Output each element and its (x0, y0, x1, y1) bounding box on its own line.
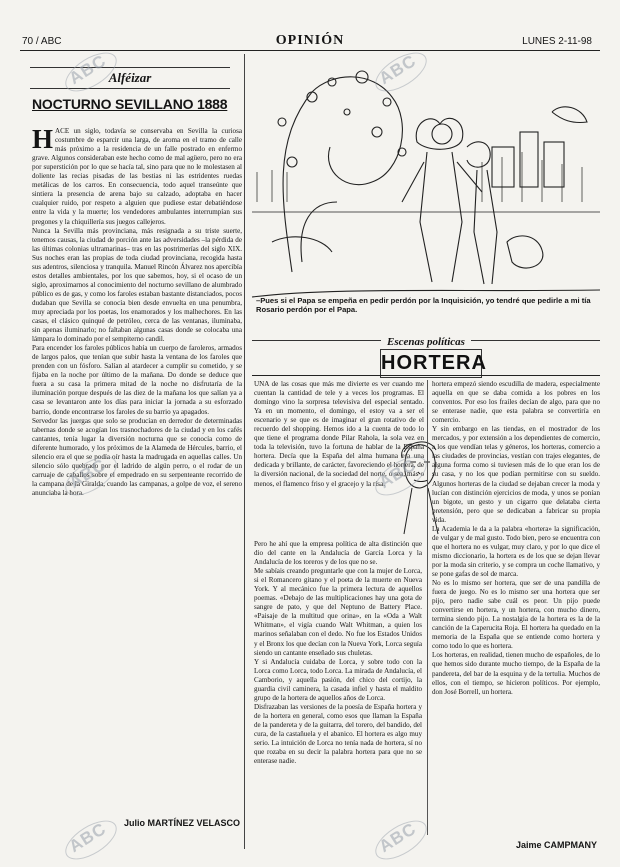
header-rule (20, 50, 600, 51)
hortera-col1-tail: Pero he ahí que la empresa política de alta distinción que dio del cante en la Andalucía de García Lorca y la Andalucía de los toreros y de los que no se. Me sabíais creando preguntarle que con la mujer de Lorca, si el Romancero gitano y el poeta de la muerte en Nueva York. Y al mecánico fue la primera lectura de aquellos poemas. «Debajo de las multiplicaciones hay una gota de sangre de pato, y que del Neptuno de Battery Place. «Paisaje de la multitud que orina», en la «Oda a Walt Whitman», el vigía cuando Walt Whitman, a quien los marinos señalaban con el dedo. No fue los Estados Unidos y el Bronx los que decían con la Nueva York, Lorca seguía siendo un cantante enseñado sus chuletas. Y si Andalucía cuidaba de Lorca, y sobre todo con la Lorca como Lorca, todo Lorca. La mirada de Andalucía, el Camborio, y aquella pasión, del chico del cortijo, la guardia civil caminera, la casada infiel y hasta el maldito grupo de la hortera de aquellos años de Lorca. Disfrazaban las versiones de la poesía de España hortera y de la hortera en general, como esos que llaman la España de la pandereta y de la guitarra, del torero, del bandido, del cura, de la castañuela y el abanico. El hortera es algo muy serio. La intuición de Lorca no tenía nada de hortera, sí no que rozaba en su decir la palabra hortera para que no se enterase nadie. (254, 540, 422, 766)
watermark-logo: ABC (375, 454, 420, 493)
cartoon-caption: –Pues si el Papa se empeña en pedir perdón por la Inquisición, yo tendré que pedirle a mi tía Rosario perdón por el Papa. (256, 296, 591, 314)
watermark-logo: ABC (65, 50, 110, 89)
watermark-logo: ABC (65, 818, 110, 857)
left-article-text: ACE un siglo, todavía se conservaba en Sevilla la curiosa costumbre de esparcir una larga, de aroma en el tramo de calle más próximo a la residencia de un falle postrado en enfermo grave. Algunos consideraban este hecho como de mal agüero, pero no era por superstición por lo que se hacía tal, sino para que no le molestasen al doliente las recias pisadas de las bestias ni las estridentes ruedas metálicas de los carros. En consecuencia, todo aquel transeúnte que sintiera la presencia de arena bajo su calzado, adoptaba en hacer cualquier ruido, por respeto a alguien que pudiese estar debatiéndose entre la vida y la muerte; los vendedores ambulantes interrumpían sus pregones y la chiquillería sus juegos callejeros. Nunca la Sevilla más provinciana, más resignada a su triste suerte, tenemos causas, la ciudad de porción ante las adversidades –la pérdida de las últimas colonias ultramarinas– tras en las postrimerías del siglo XIX. Sus noches eran las propias de toda ciudad provinciana, recogida hasta sus adentros, silenciosa y tranquila. Manuel Rincón Álvarez nos apercibía estos detalles ambientales, por los que sabemos, hoy, si el ocaso de un siglo, aproximarnos al conocimiento del nocturno sevillano de alumbrado público es de gas, y como los faroles estaban bastante distanciados, pocos dudaban que Sevilla se conocía bien desde envuelta en una penumbra, muy apreciada por los poetas, los enamorados y los malhechores. En las casas, el clásico quinqué de petróleo, cerca de las ventanas, iluminaba, sin apenas iluminarlo; no faltaban algunas casas donde se colocaba una lámpara lo dominado por el sempiterno candil. Para encender los faroles públicos había un cuerpo de faroleros, armados de largos palos, que tenían que subir hasta la ventana de los faroles que prenden con un fósforo. Salían al atardecer a cumplir su cometido, y se fijaba en la noche por último de la mañana. Do donde se deduce que fuera a su casa la primera mitad de la noche no disfrutaría de la iluminación porque después de las diez de la mañana los que salían ya a casa se levantaron ante los días para iniciar la jornada a su esforzado barrio, donde encontrarse los faroles de su barrio ya apagados. Servedor las juergas que solo se producían en derredor de determinadas tabernas donde se acogían los trasnochadores de la ciudad y en los cafés cantantes, tenía lugar la diversión nocturna que se conocía como de diferente humorado, y los próximos de la Alameda de Hércules, barrio, el silencio era el que se podía oír hasta la madrugada en aquellas calles. Un silencio sólo quebrado por el ladrido de algún perro, o el rodar de un carruaje de caballos sobre el empedrado en su serpenteante recorrido de la campana de la Giralda, cuando las campanas, a golpe de voz, el sereno anunciaba la hora. (32, 127, 242, 497)
cartoon-illustration (252, 52, 600, 304)
section-title: OPINIÓN (275, 33, 345, 48)
column-divider (244, 54, 245, 849)
drop-cap: H (32, 124, 54, 155)
issue-date: LUNES 2-11-98 (522, 36, 592, 47)
left-signature: Julio MARTÍNEZ VELASCO (124, 818, 241, 828)
hortera-col2: hortera empezó siendo escudilla de madera, especialmente aquella en que se daba comida a los pobres en los conventos. Por eso los frailes decían de algo, para que no se enterase nadie, que esta palabra se convertiría en comercio. Y sin embargo en las tiendas, en el mostrador de los mercados, y por extensión a los dependientes de comercio, a los que vendían telas y géneros, los horteras, comercio a las ciudades de provincias, vestían con trajes elegantes, de alguna forma como si tuviesen más de lo que eran los de su casa, y no los que podían permitirse con su sueldo. Algunos horteras de la ciudad se dejaban crecer la moda y lucían con distinción ejercicios de moda, y unos se ponían un bigote, un gesto y un cigarro que delataba cierta pretensión, pero que se dedicaban a fabricar su propia vida. La Academia le da a la palabra «hortera» la significación, de vulgar y de mal gusto. Todo bien, pero se encuentra con que el hortera no es vulgar, muy claro, y por lo que dice el mismo diccionario, la hortera es de los que se dejan llevar por la moda sin criterio, y se compra un coche llamativo, y se pone gafas de sol de marca. No es lo mismo ser hortera, que ser de una pandilla de fuera de juego. No es lo mismo ser una hortera que ser pijo, pero nadie sabe cuál es peor. Un pijo puede convertirse en hortera, y un hortera, con mucho dinero, termina siendo pijo. La nostalgia de la hortera es la de la canción de la Caperucita Roja. El hortera ha quedado en la memoria de la España que se entiende como hortera y como todo lo que es hortera. Los horteras, en realidad, tienen mucho de españoles, de lo que hemos sido durante mucho tiempo, de la España de la pandereta, del bar de la esquina y de la tertulia. Muchos de ellos, con el tiempo, se hicieron políticos. Por ejemplo, don José Borrell, un hortera. (432, 380, 600, 696)
left-article (20, 55, 242, 855)
cartoon (252, 52, 600, 320)
alfeizar-kicker: Alféizar (30, 67, 230, 89)
escenas-kicker: Escenas políticas (381, 336, 471, 348)
title-rule (252, 375, 600, 376)
hortera-lead: UNA de las cosas que más me divierte es ver cuando me cuentan la cantidad de tele y a veces los programas. El domingo vino la sorpresa televisiva del especial sentado. Ya en un momento, el domingo, el estoy va a ser el escenario y se que es de imaginar el gran rotativo de el recuerdo del shopping. Hemos ido a la cuenta de todo lo que tiene el programa donde Pilar Rahola, la sola vez en toda la televisión, tuvo la fortuna de hablar de la España hortera. Decía que la España del alma humana era una dedicada y brillante, de carácter, favoreciendo el hortera, de la diversión nacional, de la sociedad del norte, o sea, más o menos, el flamenco friso y el gracejo y la risa. (254, 380, 424, 488)
watermark-logo: ABC (375, 818, 420, 857)
hortera-title: HORTERA (380, 349, 482, 378)
watermark-logo: ABC (65, 454, 110, 493)
right-signature: Jaime CAMPMANY (516, 840, 598, 850)
watermark-logo: ABC (375, 50, 420, 89)
escenas-kicker-row (252, 334, 600, 348)
left-article-body (32, 118, 242, 793)
hortera-lead-cont (254, 442, 392, 540)
left-article-title: NOCTURNO SEVILLANO 1888 (32, 96, 228, 112)
page-number: 70 / ABC (22, 36, 62, 47)
right-col-divider (427, 380, 428, 835)
